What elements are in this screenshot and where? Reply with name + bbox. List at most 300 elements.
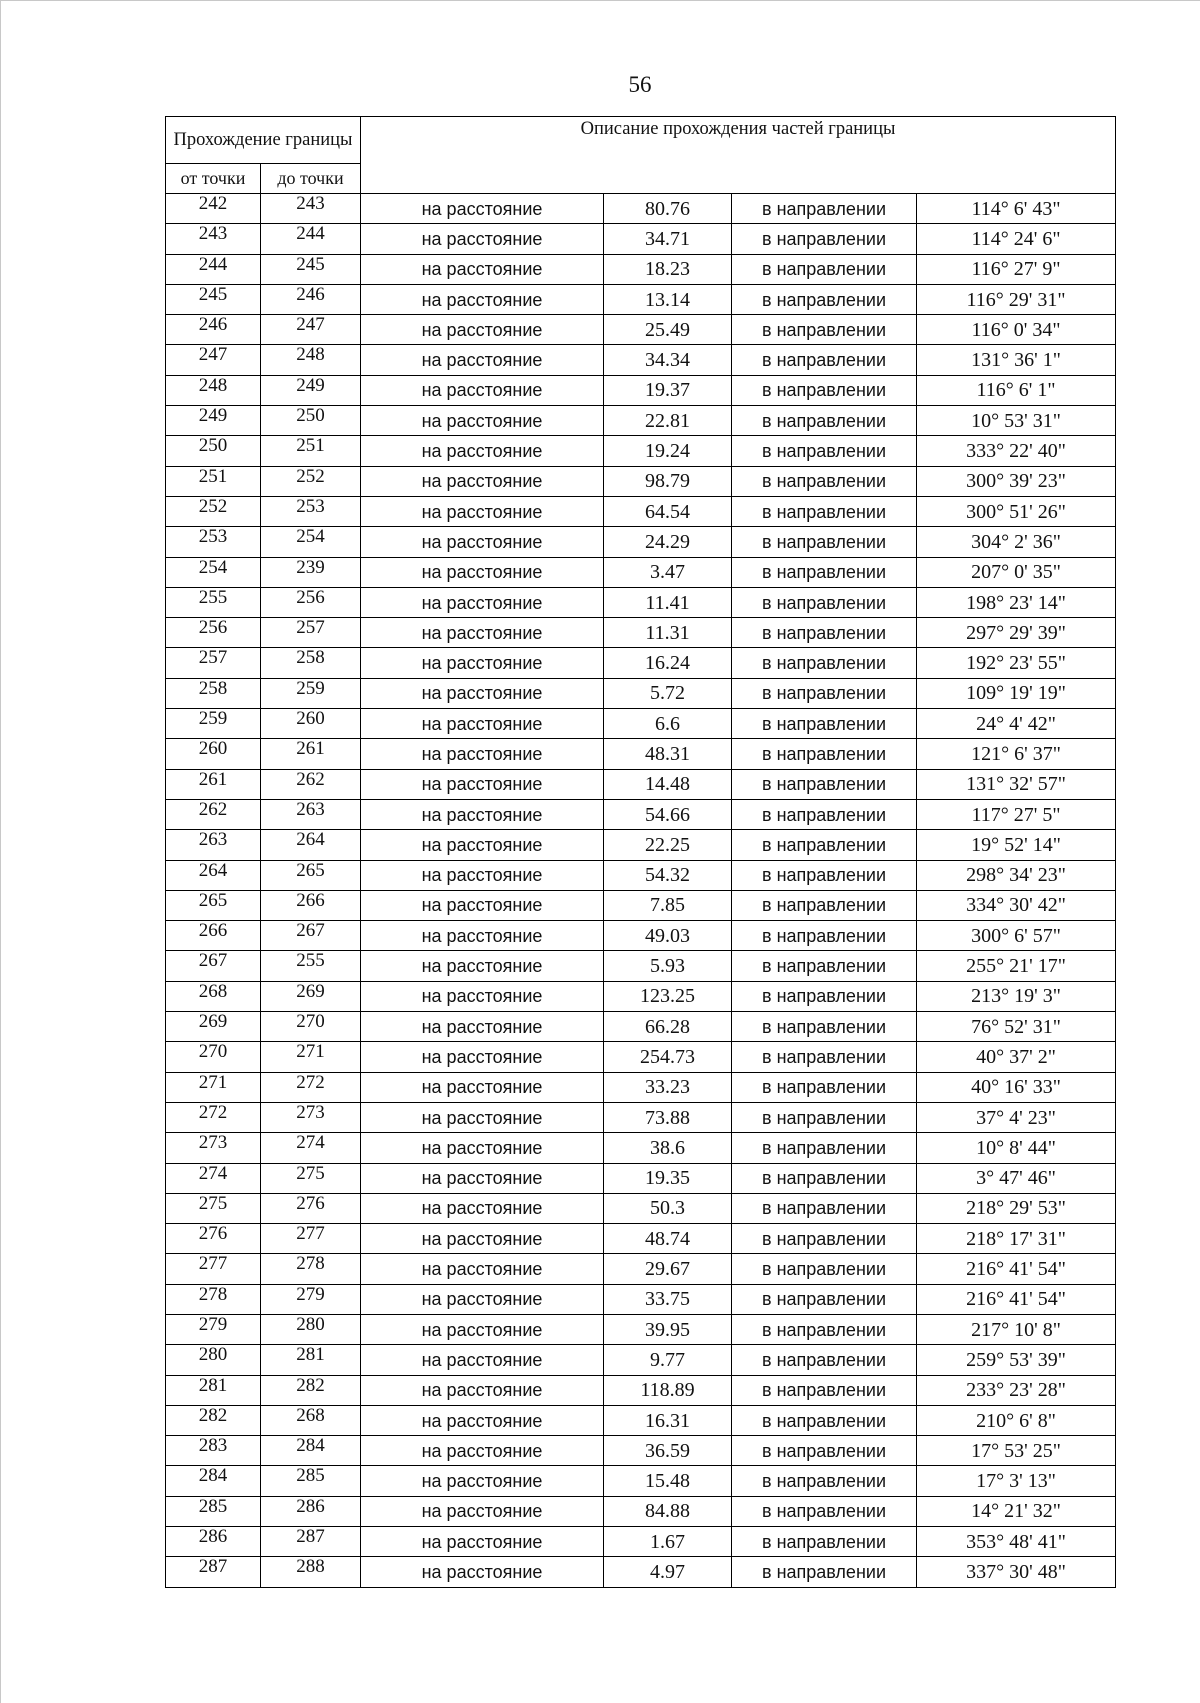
distance-label-cell: на расстояние bbox=[361, 709, 604, 739]
distance-value-cell: 33.23 bbox=[604, 1072, 732, 1102]
from-point-cell: 246 bbox=[166, 315, 261, 345]
bearing-value-cell: 218° 17' 31" bbox=[917, 1224, 1116, 1254]
distance-label-cell: на расстояние bbox=[361, 436, 604, 466]
from-point-cell: 267 bbox=[166, 951, 261, 981]
distance-value-cell: 38.6 bbox=[604, 1133, 732, 1163]
distance-value-cell: 64.54 bbox=[604, 496, 732, 526]
table-row bbox=[166, 1012, 1116, 1042]
direction-label-cell: в направлении bbox=[732, 1163, 917, 1193]
to-point-cell: 243 bbox=[261, 194, 361, 224]
to-point-cell: 247 bbox=[261, 315, 361, 345]
direction-label-cell: в направлении bbox=[732, 254, 917, 284]
distance-label-cell: на расстояние bbox=[361, 921, 604, 951]
bearing-value-cell: 114° 24' 6" bbox=[917, 224, 1116, 254]
distance-label-cell: на расстояние bbox=[361, 1527, 604, 1557]
to-point-cell: 272 bbox=[261, 1072, 361, 1102]
distance-value-cell: 5.93 bbox=[604, 951, 732, 981]
distance-value-cell: 49.03 bbox=[604, 921, 732, 951]
distance-label-cell: на расстояние bbox=[361, 1466, 604, 1496]
distance-value-cell: 9.77 bbox=[604, 1345, 732, 1375]
to-point-cell: 287 bbox=[261, 1527, 361, 1557]
bearing-value-cell: 297° 29' 39" bbox=[917, 618, 1116, 648]
table-row bbox=[166, 1345, 1116, 1375]
table-row bbox=[166, 375, 1116, 405]
table-row bbox=[166, 890, 1116, 920]
direction-label-cell: в направлении bbox=[732, 1557, 917, 1587]
table-row bbox=[166, 1102, 1116, 1132]
from-point-cell: 286 bbox=[166, 1527, 261, 1557]
distance-value-cell: 3.47 bbox=[604, 557, 732, 587]
direction-label-cell: в направлении bbox=[732, 1012, 917, 1042]
from-point-cell: 280 bbox=[166, 1345, 261, 1375]
distance-value-cell: 16.31 bbox=[604, 1405, 732, 1435]
distance-value-cell: 11.41 bbox=[604, 587, 732, 617]
distance-label-cell: на расстояние bbox=[361, 799, 604, 829]
to-point-cell: 279 bbox=[261, 1284, 361, 1314]
distance-label-cell: на расстояние bbox=[361, 1436, 604, 1466]
distance-label-cell: на расстояние bbox=[361, 1284, 604, 1314]
table-row bbox=[166, 466, 1116, 496]
distance-label-cell: на расстояние bbox=[361, 860, 604, 890]
from-point-cell: 276 bbox=[166, 1224, 261, 1254]
bearing-value-cell: 207° 0' 35" bbox=[917, 557, 1116, 587]
distance-value-cell: 84.88 bbox=[604, 1496, 732, 1526]
bearing-value-cell: 218° 29' 53" bbox=[917, 1193, 1116, 1223]
bearing-value-cell: 40° 16' 33" bbox=[917, 1072, 1116, 1102]
distance-label-cell: на расстояние bbox=[361, 769, 604, 799]
direction-label-cell: в направлении bbox=[732, 1527, 917, 1557]
distance-value-cell: 54.32 bbox=[604, 860, 732, 890]
direction-label-cell: в направлении bbox=[732, 860, 917, 890]
distance-label-cell: на расстояние bbox=[361, 1072, 604, 1102]
distance-label-cell: на расстояние bbox=[361, 1133, 604, 1163]
direction-label-cell: в направлении bbox=[732, 951, 917, 981]
distance-value-cell: 19.37 bbox=[604, 375, 732, 405]
table-row bbox=[166, 496, 1116, 526]
distance-value-cell: 22.81 bbox=[604, 406, 732, 436]
direction-label-cell: в направлении bbox=[732, 345, 917, 375]
distance-value-cell: 19.24 bbox=[604, 436, 732, 466]
bearing-value-cell: 216° 41' 54" bbox=[917, 1284, 1116, 1314]
direction-label-cell: в направлении bbox=[732, 1466, 917, 1496]
direction-label-cell: в направлении bbox=[732, 769, 917, 799]
table-row bbox=[166, 618, 1116, 648]
distance-label-cell: на расстояние bbox=[361, 1012, 604, 1042]
table-body bbox=[166, 194, 1116, 1588]
from-point-cell: 283 bbox=[166, 1436, 261, 1466]
to-point-cell: 259 bbox=[261, 678, 361, 708]
distance-label-cell: на расстояние bbox=[361, 557, 604, 587]
bearing-value-cell: 17° 3' 13" bbox=[917, 1466, 1116, 1496]
direction-label-cell: в направлении bbox=[732, 1042, 917, 1072]
to-point-cell: 251 bbox=[261, 436, 361, 466]
from-point-cell: 277 bbox=[166, 1254, 261, 1284]
bearing-value-cell: 259° 53' 39" bbox=[917, 1345, 1116, 1375]
from-point-cell: 258 bbox=[166, 678, 261, 708]
from-point-cell: 275 bbox=[166, 1193, 261, 1223]
bearing-value-cell: 76° 52' 31" bbox=[917, 1012, 1116, 1042]
distance-label-cell: на расстояние bbox=[361, 587, 604, 617]
to-point-cell: 255 bbox=[261, 951, 361, 981]
from-point-cell: 249 bbox=[166, 406, 261, 436]
bearing-value-cell: 304° 2' 36" bbox=[917, 527, 1116, 557]
distance-label-cell: на расстояние bbox=[361, 224, 604, 254]
direction-label-cell: в направлении bbox=[732, 1314, 917, 1344]
distance-label-cell: на расстояние bbox=[361, 1496, 604, 1526]
distance-value-cell: 118.89 bbox=[604, 1375, 732, 1405]
distance-label-cell: на расстояние bbox=[361, 1163, 604, 1193]
distance-value-cell: 1.67 bbox=[604, 1527, 732, 1557]
distance-value-cell: 16.24 bbox=[604, 648, 732, 678]
bearing-value-cell: 255° 21' 17" bbox=[917, 951, 1116, 981]
distance-label-cell: на расстояние bbox=[361, 527, 604, 557]
to-point-cell: 267 bbox=[261, 921, 361, 951]
direction-label-cell: в направлении bbox=[732, 648, 917, 678]
distance-label-cell: на расстояние bbox=[361, 406, 604, 436]
table-row bbox=[166, 648, 1116, 678]
distance-value-cell: 36.59 bbox=[604, 1436, 732, 1466]
direction-label-cell: в направлении bbox=[732, 1102, 917, 1132]
from-point-cell: 250 bbox=[166, 436, 261, 466]
from-point-cell: 260 bbox=[166, 739, 261, 769]
distance-label-cell: на расстояние bbox=[361, 1375, 604, 1405]
direction-label-cell: в направлении bbox=[732, 284, 917, 314]
bearing-value-cell: 116° 0' 34" bbox=[917, 315, 1116, 345]
table-row bbox=[166, 254, 1116, 284]
distance-label-cell: на расстояние bbox=[361, 648, 604, 678]
to-point-cell: 265 bbox=[261, 860, 361, 890]
distance-value-cell: 50.3 bbox=[604, 1193, 732, 1223]
from-point-cell: 251 bbox=[166, 466, 261, 496]
distance-label-cell: на расстояние bbox=[361, 496, 604, 526]
from-point-cell: 256 bbox=[166, 618, 261, 648]
from-point-cell: 274 bbox=[166, 1163, 261, 1193]
distance-label-cell: на расстояние bbox=[361, 1042, 604, 1072]
to-point-cell: 274 bbox=[261, 1133, 361, 1163]
distance-value-cell: 24.29 bbox=[604, 527, 732, 557]
bearing-value-cell: 116° 29' 31" bbox=[917, 284, 1116, 314]
distance-value-cell: 123.25 bbox=[604, 981, 732, 1011]
from-point-cell: 281 bbox=[166, 1375, 261, 1405]
direction-label-cell: в направлении bbox=[732, 799, 917, 829]
bearing-value-cell: 14° 21' 32" bbox=[917, 1496, 1116, 1526]
distance-label-cell: на расстояние bbox=[361, 739, 604, 769]
table-row bbox=[166, 951, 1116, 981]
distance-label-cell: на расстояние bbox=[361, 1254, 604, 1284]
bearing-value-cell: 217° 10' 8" bbox=[917, 1314, 1116, 1344]
distance-value-cell: 54.66 bbox=[604, 799, 732, 829]
table-row bbox=[166, 1133, 1116, 1163]
direction-label-cell: в направлении bbox=[732, 618, 917, 648]
bearing-value-cell: 17° 53' 25" bbox=[917, 1436, 1116, 1466]
to-point-cell: 275 bbox=[261, 1163, 361, 1193]
bearing-value-cell: 131° 36' 1" bbox=[917, 345, 1116, 375]
from-point-cell: 270 bbox=[166, 1042, 261, 1072]
distance-value-cell: 7.85 bbox=[604, 890, 732, 920]
distance-label-cell: на расстояние bbox=[361, 618, 604, 648]
direction-label-cell: в направлении bbox=[732, 587, 917, 617]
from-point-cell: 255 bbox=[166, 587, 261, 617]
to-point-cell: 248 bbox=[261, 345, 361, 375]
distance-label-cell: на расстояние bbox=[361, 1405, 604, 1435]
bearing-value-cell: 19° 52' 14" bbox=[917, 830, 1116, 860]
to-point-cell: 253 bbox=[261, 496, 361, 526]
distance-value-cell: 73.88 bbox=[604, 1102, 732, 1132]
direction-label-cell: в направлении bbox=[732, 1254, 917, 1284]
to-point-cell: 278 bbox=[261, 1254, 361, 1284]
table-row bbox=[166, 1314, 1116, 1344]
distance-label-cell: на расстояние bbox=[361, 254, 604, 284]
bearing-value-cell: 233° 23' 28" bbox=[917, 1375, 1116, 1405]
distance-label-cell: на расстояние bbox=[361, 1224, 604, 1254]
bearing-value-cell: 121° 6' 37" bbox=[917, 739, 1116, 769]
direction-label-cell: в направлении bbox=[732, 1496, 917, 1526]
bearing-value-cell: 213° 19' 3" bbox=[917, 981, 1116, 1011]
distance-value-cell: 4.97 bbox=[604, 1557, 732, 1587]
direction-label-cell: в направлении bbox=[732, 315, 917, 345]
table-row bbox=[166, 799, 1116, 829]
table-row bbox=[166, 860, 1116, 890]
direction-label-cell: в направлении bbox=[732, 739, 917, 769]
direction-label-cell: в направлении bbox=[732, 1072, 917, 1102]
bearing-value-cell: 116° 27' 9" bbox=[917, 254, 1116, 284]
direction-label-cell: в направлении bbox=[732, 890, 917, 920]
distance-value-cell: 22.25 bbox=[604, 830, 732, 860]
distance-value-cell: 5.72 bbox=[604, 678, 732, 708]
from-point-cell: 287 bbox=[166, 1557, 261, 1587]
table-row bbox=[166, 224, 1116, 254]
from-point-cell: 264 bbox=[166, 860, 261, 890]
table-row bbox=[166, 406, 1116, 436]
table-row bbox=[166, 557, 1116, 587]
distance-value-cell: 15.48 bbox=[604, 1466, 732, 1496]
table-row bbox=[166, 527, 1116, 557]
to-point-cell: 260 bbox=[261, 709, 361, 739]
bearing-value-cell: 300° 51' 26" bbox=[917, 496, 1116, 526]
to-point-cell: 286 bbox=[261, 1496, 361, 1526]
direction-label-cell: в направлении bbox=[732, 1345, 917, 1375]
from-point-cell: 266 bbox=[166, 921, 261, 951]
to-point-cell: 249 bbox=[261, 375, 361, 405]
to-point-cell: 276 bbox=[261, 1193, 361, 1223]
to-point-cell: 239 bbox=[261, 557, 361, 587]
distance-label-cell: на расстояние bbox=[361, 194, 604, 224]
table-row bbox=[166, 678, 1116, 708]
table-row bbox=[166, 1224, 1116, 1254]
bearing-value-cell: 298° 34' 23" bbox=[917, 860, 1116, 890]
bearing-value-cell: 40° 37' 2" bbox=[917, 1042, 1116, 1072]
direction-label-cell: в направлении bbox=[732, 527, 917, 557]
direction-label-cell: в направлении bbox=[732, 406, 917, 436]
table-row bbox=[166, 436, 1116, 466]
distance-label-cell: на расстояние bbox=[361, 466, 604, 496]
header-description: Описание прохождения частей границы bbox=[361, 117, 1116, 194]
scan-edge-left bbox=[0, 0, 1, 1703]
from-point-cell: 269 bbox=[166, 1012, 261, 1042]
direction-label-cell: в направлении bbox=[732, 1193, 917, 1223]
table-row bbox=[166, 345, 1116, 375]
bearing-value-cell: 114° 6' 43" bbox=[917, 194, 1116, 224]
from-point-cell: 242 bbox=[166, 194, 261, 224]
from-point-cell: 253 bbox=[166, 527, 261, 557]
from-point-cell: 244 bbox=[166, 254, 261, 284]
to-point-cell: 263 bbox=[261, 799, 361, 829]
distance-value-cell: 29.67 bbox=[604, 1254, 732, 1284]
table-row bbox=[166, 1466, 1116, 1496]
direction-label-cell: в направлении bbox=[732, 981, 917, 1011]
bearing-value-cell: 109° 19' 19" bbox=[917, 678, 1116, 708]
bearing-value-cell: 353° 48' 41" bbox=[917, 1527, 1116, 1557]
table-row bbox=[166, 1072, 1116, 1102]
table-row bbox=[166, 769, 1116, 799]
direction-label-cell: в направлении bbox=[732, 1133, 917, 1163]
to-point-cell: 254 bbox=[261, 527, 361, 557]
distance-value-cell: 34.34 bbox=[604, 345, 732, 375]
table-row bbox=[166, 587, 1116, 617]
header-to-point: до точки bbox=[261, 164, 361, 194]
from-point-cell: 247 bbox=[166, 345, 261, 375]
distance-value-cell: 80.76 bbox=[604, 194, 732, 224]
from-point-cell: 279 bbox=[166, 1314, 261, 1344]
distance-value-cell: 34.71 bbox=[604, 224, 732, 254]
distance-value-cell: 25.49 bbox=[604, 315, 732, 345]
direction-label-cell: в направлении bbox=[732, 921, 917, 951]
to-point-cell: 268 bbox=[261, 1405, 361, 1435]
to-point-cell: 250 bbox=[261, 406, 361, 436]
to-point-cell: 285 bbox=[261, 1466, 361, 1496]
to-point-cell: 277 bbox=[261, 1224, 361, 1254]
from-point-cell: 265 bbox=[166, 890, 261, 920]
bearing-value-cell: 37° 4' 23" bbox=[917, 1102, 1116, 1132]
bearing-value-cell: 198° 23' 14" bbox=[917, 587, 1116, 617]
to-point-cell: 264 bbox=[261, 830, 361, 860]
table-row bbox=[166, 1284, 1116, 1314]
distance-value-cell: 33.75 bbox=[604, 1284, 732, 1314]
from-point-cell: 257 bbox=[166, 648, 261, 678]
distance-label-cell: на расстояние bbox=[361, 890, 604, 920]
table-row bbox=[166, 1496, 1116, 1526]
direction-label-cell: в направлении bbox=[732, 830, 917, 860]
table-row bbox=[166, 1405, 1116, 1435]
direction-label-cell: в направлении bbox=[732, 375, 917, 405]
from-point-cell: 248 bbox=[166, 375, 261, 405]
from-point-cell: 261 bbox=[166, 769, 261, 799]
table-row bbox=[166, 194, 1116, 224]
bearing-value-cell: 210° 6' 8" bbox=[917, 1405, 1116, 1435]
from-point-cell: 259 bbox=[166, 709, 261, 739]
distance-label-cell: на расстояние bbox=[361, 315, 604, 345]
distance-value-cell: 18.23 bbox=[604, 254, 732, 284]
table-row bbox=[166, 1375, 1116, 1405]
direction-label-cell: в направлении bbox=[732, 496, 917, 526]
distance-label-cell: на расстояние bbox=[361, 678, 604, 708]
to-point-cell: 280 bbox=[261, 1314, 361, 1344]
table-row bbox=[166, 739, 1116, 769]
to-point-cell: 273 bbox=[261, 1102, 361, 1132]
to-point-cell: 244 bbox=[261, 224, 361, 254]
distance-label-cell: на расстояние bbox=[361, 1193, 604, 1223]
boundary-table bbox=[165, 116, 1116, 1588]
distance-label-cell: на расстояние bbox=[361, 1314, 604, 1344]
bearing-value-cell: 3° 47' 46" bbox=[917, 1163, 1116, 1193]
table-row bbox=[166, 315, 1116, 345]
direction-label-cell: в направлении bbox=[732, 1284, 917, 1314]
distance-label-cell: на расстояние bbox=[361, 345, 604, 375]
bearing-value-cell: 333° 22' 40" bbox=[917, 436, 1116, 466]
from-point-cell: 272 bbox=[166, 1102, 261, 1132]
direction-label-cell: в направлении bbox=[732, 709, 917, 739]
direction-label-cell: в направлении bbox=[732, 1436, 917, 1466]
table-row bbox=[166, 1557, 1116, 1587]
table-row bbox=[166, 1163, 1116, 1193]
from-point-cell: 278 bbox=[166, 1284, 261, 1314]
to-point-cell: 284 bbox=[261, 1436, 361, 1466]
distance-value-cell: 48.31 bbox=[604, 739, 732, 769]
bearing-value-cell: 131° 32' 57" bbox=[917, 769, 1116, 799]
distance-value-cell: 48.74 bbox=[604, 1224, 732, 1254]
from-point-cell: 284 bbox=[166, 1466, 261, 1496]
distance-value-cell: 98.79 bbox=[604, 466, 732, 496]
to-point-cell: 258 bbox=[261, 648, 361, 678]
to-point-cell: 288 bbox=[261, 1557, 361, 1587]
bearing-value-cell: 10° 8' 44" bbox=[917, 1133, 1116, 1163]
to-point-cell: 256 bbox=[261, 587, 361, 617]
bearing-value-cell: 24° 4' 42" bbox=[917, 709, 1116, 739]
from-point-cell: 245 bbox=[166, 284, 261, 314]
to-point-cell: 281 bbox=[261, 1345, 361, 1375]
distance-label-cell: на расстояние bbox=[361, 284, 604, 314]
table-row bbox=[166, 1042, 1116, 1072]
to-point-cell: 269 bbox=[261, 981, 361, 1011]
distance-value-cell: 254.73 bbox=[604, 1042, 732, 1072]
direction-label-cell: в направлении bbox=[732, 678, 917, 708]
from-point-cell: 268 bbox=[166, 981, 261, 1011]
bearing-value-cell: 216° 41' 54" bbox=[917, 1254, 1116, 1284]
direction-label-cell: в направлении bbox=[732, 1224, 917, 1254]
table-row bbox=[166, 921, 1116, 951]
to-point-cell: 266 bbox=[261, 890, 361, 920]
direction-label-cell: в направлении bbox=[732, 1405, 917, 1435]
table-row bbox=[166, 284, 1116, 314]
distance-value-cell: 11.31 bbox=[604, 618, 732, 648]
to-point-cell: 252 bbox=[261, 466, 361, 496]
to-point-cell: 261 bbox=[261, 739, 361, 769]
direction-label-cell: в направлении bbox=[732, 194, 917, 224]
table-row bbox=[166, 1193, 1116, 1223]
page-number: 56 bbox=[628, 72, 652, 97]
table-row bbox=[166, 981, 1116, 1011]
distance-value-cell: 19.35 bbox=[604, 1163, 732, 1193]
bearing-value-cell: 337° 30' 48" bbox=[917, 1557, 1116, 1587]
bearing-value-cell: 117° 27' 5" bbox=[917, 799, 1116, 829]
from-point-cell: 285 bbox=[166, 1496, 261, 1526]
table-row bbox=[166, 709, 1116, 739]
header-from-point: от точки bbox=[166, 164, 261, 194]
distance-label-cell: на расстояние bbox=[361, 981, 604, 1011]
table-row bbox=[166, 1254, 1116, 1284]
from-point-cell: 263 bbox=[166, 830, 261, 860]
to-point-cell: 257 bbox=[261, 618, 361, 648]
distance-label-cell: на расстояние bbox=[361, 1102, 604, 1132]
distance-label-cell: на расстояние bbox=[361, 1557, 604, 1587]
from-point-cell: 243 bbox=[166, 224, 261, 254]
from-point-cell: 282 bbox=[166, 1405, 261, 1435]
from-point-cell: 262 bbox=[166, 799, 261, 829]
distance-value-cell: 66.28 bbox=[604, 1012, 732, 1042]
distance-label-cell: на расстояние bbox=[361, 830, 604, 860]
table-row bbox=[166, 1527, 1116, 1557]
direction-label-cell: в направлении bbox=[732, 557, 917, 587]
